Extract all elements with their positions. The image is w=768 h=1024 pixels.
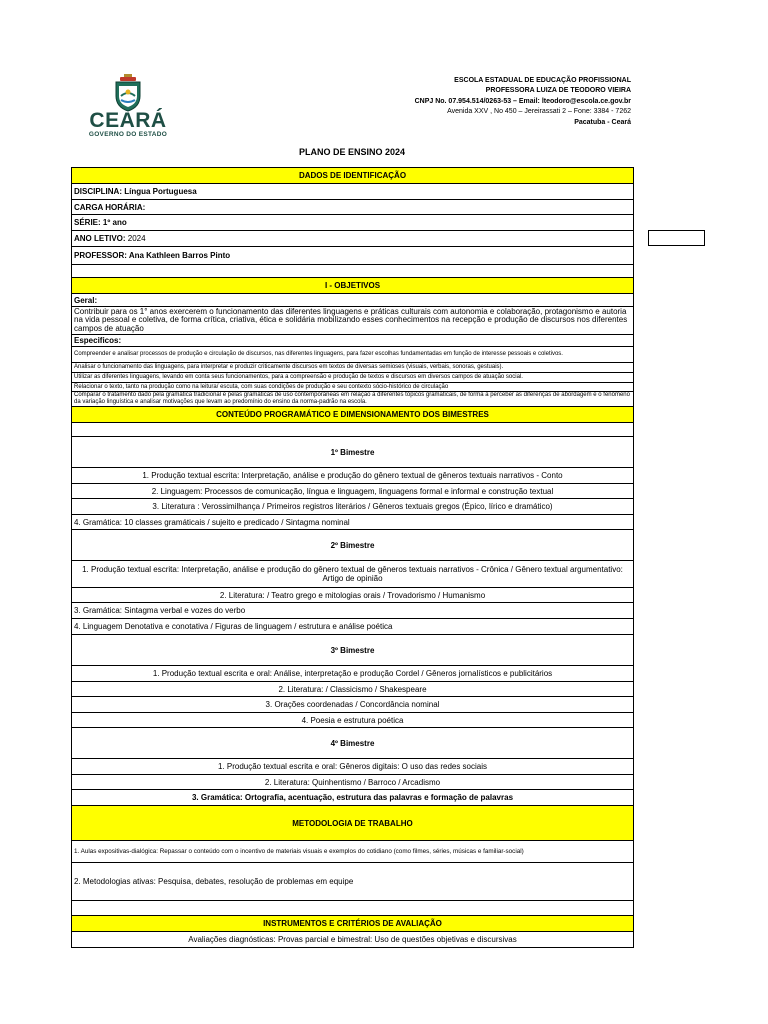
school-address: Avenida XXV , No 450 – Jereirassati 2 – Fone: 3384 - 7262 [447, 108, 631, 116]
bimestre-2-item: 3. Gramática: Sintagma verbal e vozes do verbo [72, 603, 634, 619]
metodologia-item: 1. Aulas expositivas-dialógica: Repassar o conteúdo com o incentivo de materiais visuais e exemplos do cotidiano (como filmes, séries, músicas e familiar-social) [72, 841, 634, 863]
school-name-line1: ESCOLA ESTADUAL DE EDUCAÇÃO PROFISSIONAL [454, 77, 631, 84]
avaliacao-header: INSTRUMENTOS E CRITÉRIOS DE AVALIAÇÃO [72, 916, 634, 932]
school-cnpj-email: CNPJ No. 07.954.514/0263-53 – Email: lteodoro@escola.ce.gov.br [414, 97, 631, 105]
school-header [415, 76, 631, 128]
bimestre-2-title: 2º Bimestre [72, 530, 634, 561]
spacer-row [72, 265, 634, 278]
bimestre-1-item: 2. Linguagem: Processos de comunicação, língua e linguagem, linguagens formal e informal e construção textual [72, 484, 634, 499]
school-city: Pacatuba - Ceará [574, 118, 631, 126]
identificacao-header: DADOS DE IDENTIFICAÇÃO [72, 168, 634, 184]
objetivo-geral-label: Geral: [72, 294, 634, 307]
empty-side-box [648, 230, 705, 246]
teaching-plan-table [71, 167, 634, 948]
carga-horaria-row: CARGA HORÁRIA: [72, 200, 634, 215]
objetivo-especifico-item: Compreender e analisar processos de produção e circulação de discursos, nas diferentes linguagens, para fazer escolhas fundamentadas em função de interesse pessoais e coletivos. [72, 347, 634, 363]
school-name-line2: PROFESSORA LUIZA DE TEODORO VIEIRA [485, 87, 631, 95]
bimestre-3-item: 4. Poesia e estrutura poética [72, 713, 634, 728]
objetivos-especificos-label: Especificos: [72, 335, 634, 347]
objetivo-especifico-item: Analisar o funcionamento das linguagens, para interpretar e produzir criticamente discursos em textos de diversas semioses (visuais, verbais, sonoras, gestuais). [72, 363, 634, 373]
bimestre-4-item: 3. Gramática: Ortografia, acentuação, estrutura das palavras e formação de palavras [72, 790, 634, 806]
bimestre-2-item: 1. Produção textual escrita: Interpretação, análise e produção do gênero textual de gêneros textuais narrativos - Crônica / Gênero textual argumentativo: Artigo de opinião [72, 561, 634, 588]
bimestre-1-item: 3. Literatura : Verossimilhança / Primeiros registros literários / Gêneros textuais gregos (Épico, lírico e dramático) [72, 499, 634, 515]
state-crest-icon [113, 74, 143, 112]
ano-letivo-value: 2024 [125, 234, 146, 243]
bimestre-1-title: 1º Bimestre [72, 437, 634, 468]
avaliacao-item: Avaliações diagnósticas: Provas parcial e bimestral: Uso de questões objetivas e discursivas [72, 932, 634, 948]
conteudo-header: CONTEÚDO PROGRAMÁTICO E DIMENSIONAMENTO DOS BIMESTRES [72, 407, 634, 423]
ano-letivo-row [72, 231, 634, 247]
bimestre-4-item: 2. Literatura: Quinhentismo / Barroco / Arcadismo [72, 775, 634, 790]
bimestre-3-title: 3º Bimestre [72, 635, 634, 666]
objetivo-especifico-item: Utilizar as diferentes linguagens, levando em conta seus funcionamentos, para a compreensão e produção de textos e discursos em diversos campos de atuação social. [72, 373, 634, 383]
logo-subtitle: GOVERNO DO ESTADO [88, 131, 168, 138]
logo-wordmark: CEARÁ [89, 109, 167, 132]
page-title: PLANO DE ENSINO 2024 [298, 147, 406, 157]
spacer-row [72, 423, 634, 437]
bimestre-2-item: 4. Linguagem Denotativa e conotativa / Figuras de linguagem / estrutura e análise poética [72, 619, 634, 635]
bimestre-3-item: 1. Produção textual escrita e oral: Análise, interpretação e produção Cordel / Gêneros jornalísticos e publicitários [72, 666, 634, 682]
bimestre-4-item: 1. Produção textual escrita e oral: Gêneros digitais: O uso das redes sociais [72, 759, 634, 775]
objetivos-header: I - OBJETIVOS [72, 278, 634, 294]
bimestre-1-item: 1. Produção textual escrita: Interpretação, análise e produção do gênero textual de gêneros textuais narrativos - Conto [72, 468, 634, 484]
metodologia-item: 2. Metodologias ativas: Pesquisa, debates, resolução de problemas em equipe [72, 863, 634, 901]
serie-row: SÉRIE: 1º ano [72, 215, 634, 231]
metodologia-header: METODOLOGIA DE TRABALHO [72, 806, 634, 841]
bimestre-4-title: 4º Bimestre [72, 728, 634, 759]
ano-letivo-label: ANO LETIVO: [74, 234, 126, 243]
bimestre-1-item: 4. Gramática: 10 classes gramáticais / sujeito e predicado / Sintagma nominal [72, 515, 634, 530]
bimestre-3-item: 3. Orações coordenadas / Concordância nominal [72, 697, 634, 713]
spacer-row [72, 901, 634, 916]
bimestre-2-item: 2. Literatura: / Teatro grego e mitologias orais / Trovadorismo / Humanismo [72, 588, 634, 603]
objetivo-geral-text: Contribuir para os 1° anos exercerem o funcionamento das diferentes linguagens e práticas culturais com autonomia e colaboração, protagonismo e autoria na vida pessoal e coletiva, de forma crítica, criativa, ética e solidária mobilizando esses conhecimentos na recepção e produção de discursos nos diferentes campos de atuação [72, 307, 634, 335]
disciplina-row: DISCIPLINA: Língua Portuguesa [72, 184, 634, 200]
objetivo-especifico-item: Comparar o tratamento dado pela gramática tradicional e pelas gramáticas de uso contemporâneas em relação a diferentes tópicos gramaticais, de forma a perceber as diferenças de abordagem e o fenômeno da variação linguística e analisar motivações que levam ao predomínio do ensino da norma-padrão na escola. [72, 392, 634, 407]
objetivo-especifico-item: Relacionar o texto, tanto na produção como na leitura/ escuta, com suas condições de produção e seu contexto sócio-histórico de circulação [72, 383, 634, 392]
ceara-logo [86, 74, 170, 138]
bimestre-3-item: 2. Literatura: / Classicismo / Shakespeare [72, 682, 634, 697]
professor-row: PROFESSOR: Ana Kathleen Barros Pinto [72, 247, 634, 265]
